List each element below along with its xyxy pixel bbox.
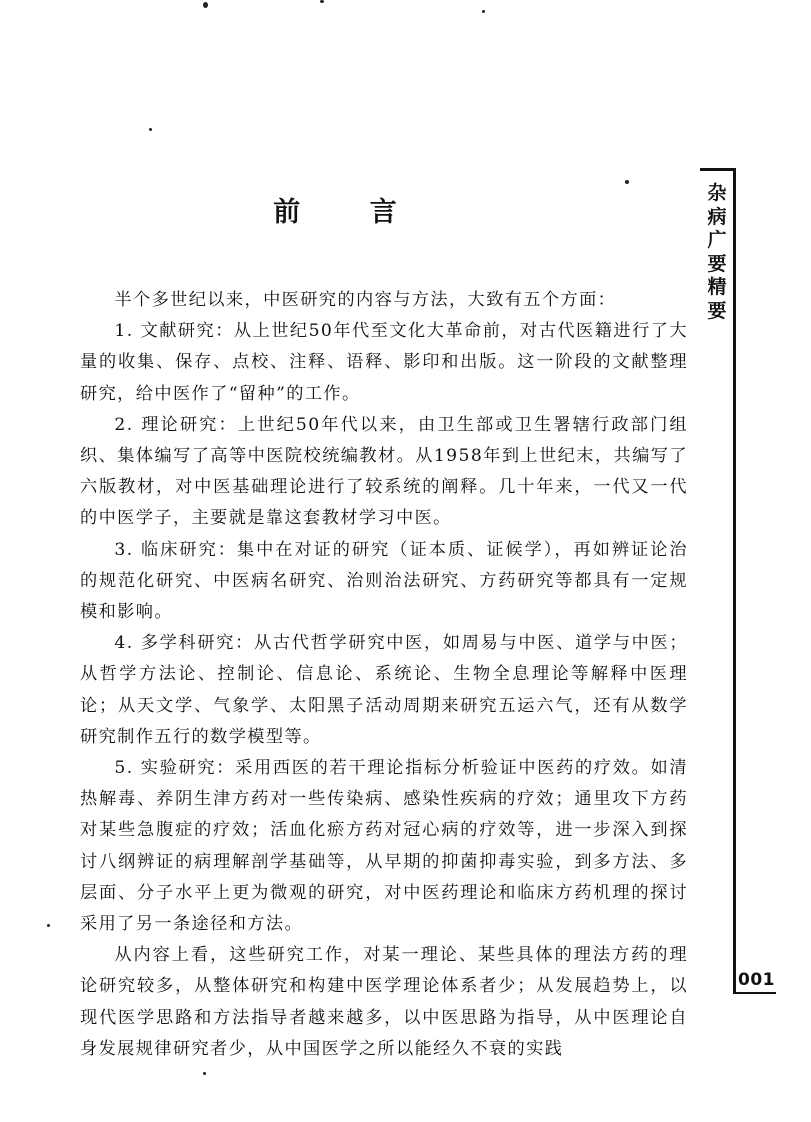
paragraph: 2. 理论研究：上世纪50年代以来，由卫生部或卫生署辖行政部门组织、集体编写了高等中医院校统编教材。从1958年到上世纪末，共编写了六版教材，对中医基础理论进行了较系统的阐释。几十年来，一代又一代的中医学子，主要就是靠这套教材学习中医。 — [80, 414, 688, 529]
scan-speck — [320, 0, 324, 3]
preface-body — [80, 285, 688, 1065]
side-tab-rule — [733, 168, 736, 994]
side-tab-book-title: 杂病广要精要 — [707, 182, 727, 322]
paragraph: 4. 多学科研究：从古代哲学研究中医，如周易与中医、道学与中医；从哲学方法论、控制论、信息论、系统论、生物全息理论等解释中医理论；从天文学、气象学、太阳黑子活动周期来研究五运六气，还有从数学研究制作五行的数学模型等。 — [80, 633, 688, 747]
paragraph: 从内容上看，这些研究工作，对某一理论、某些具体的理法方药的理论研究较多，从整体研究和构建中医学理论体系者少；从发展趋势上，以现代医学思路和方法指导者越来越多，以中医思路为指导，从中医理论自身发展规律研究者少，从中国医学之所以能经久不衰的实践 — [80, 945, 688, 1059]
scan-speck — [625, 180, 629, 184]
scan-speck — [482, 10, 485, 13]
scan-speck — [203, 2, 208, 8]
scan-speck — [149, 128, 152, 131]
paragraph: 5. 实验研究：采用西医的若干理论指标分析验证中医药的疗效。如清热解毒、养阴生津方药对一些传染病、感染性疾病的疗效；通里攻下方药对某些急腹症的疗效；活血化瘀方药对冠心病的疗效等，进一步深入到探讨八纲辨证的病理解剖学基础等，从早期的抑菌抑毒实验，到多方法、多层面、分子水平上更为微观的研究，对中医药理论和临床方药机理的探讨采用了另一条途径和方法。 — [80, 758, 688, 935]
scan-speck — [47, 924, 50, 927]
scan-speck — [203, 1072, 206, 1075]
paragraph: 3. 临床研究：集中在对证的研究（证本质、证候学），再如辨证论治的规范化研究、中医病名研究、治则治法研究、方药研究等都具有一定规模和影响。 — [80, 539, 688, 623]
side-tab-top-rule — [700, 168, 736, 171]
page-title: 前 言 — [273, 197, 427, 228]
page-number-underline — [736, 992, 776, 994]
paragraph: 半个多世纪以来，中医研究的内容与方法，大致有五个方面： — [114, 290, 617, 310]
page-number: 001 — [738, 970, 775, 990]
paragraph: 1. 文献研究：从上世纪50年代至文化大革命前，对古代医籍进行了大量的收集、保存、点校、注释、语释、影印和出版。这一阶段的文献整理研究，给中医作了“留种”的工作。 — [80, 321, 688, 404]
